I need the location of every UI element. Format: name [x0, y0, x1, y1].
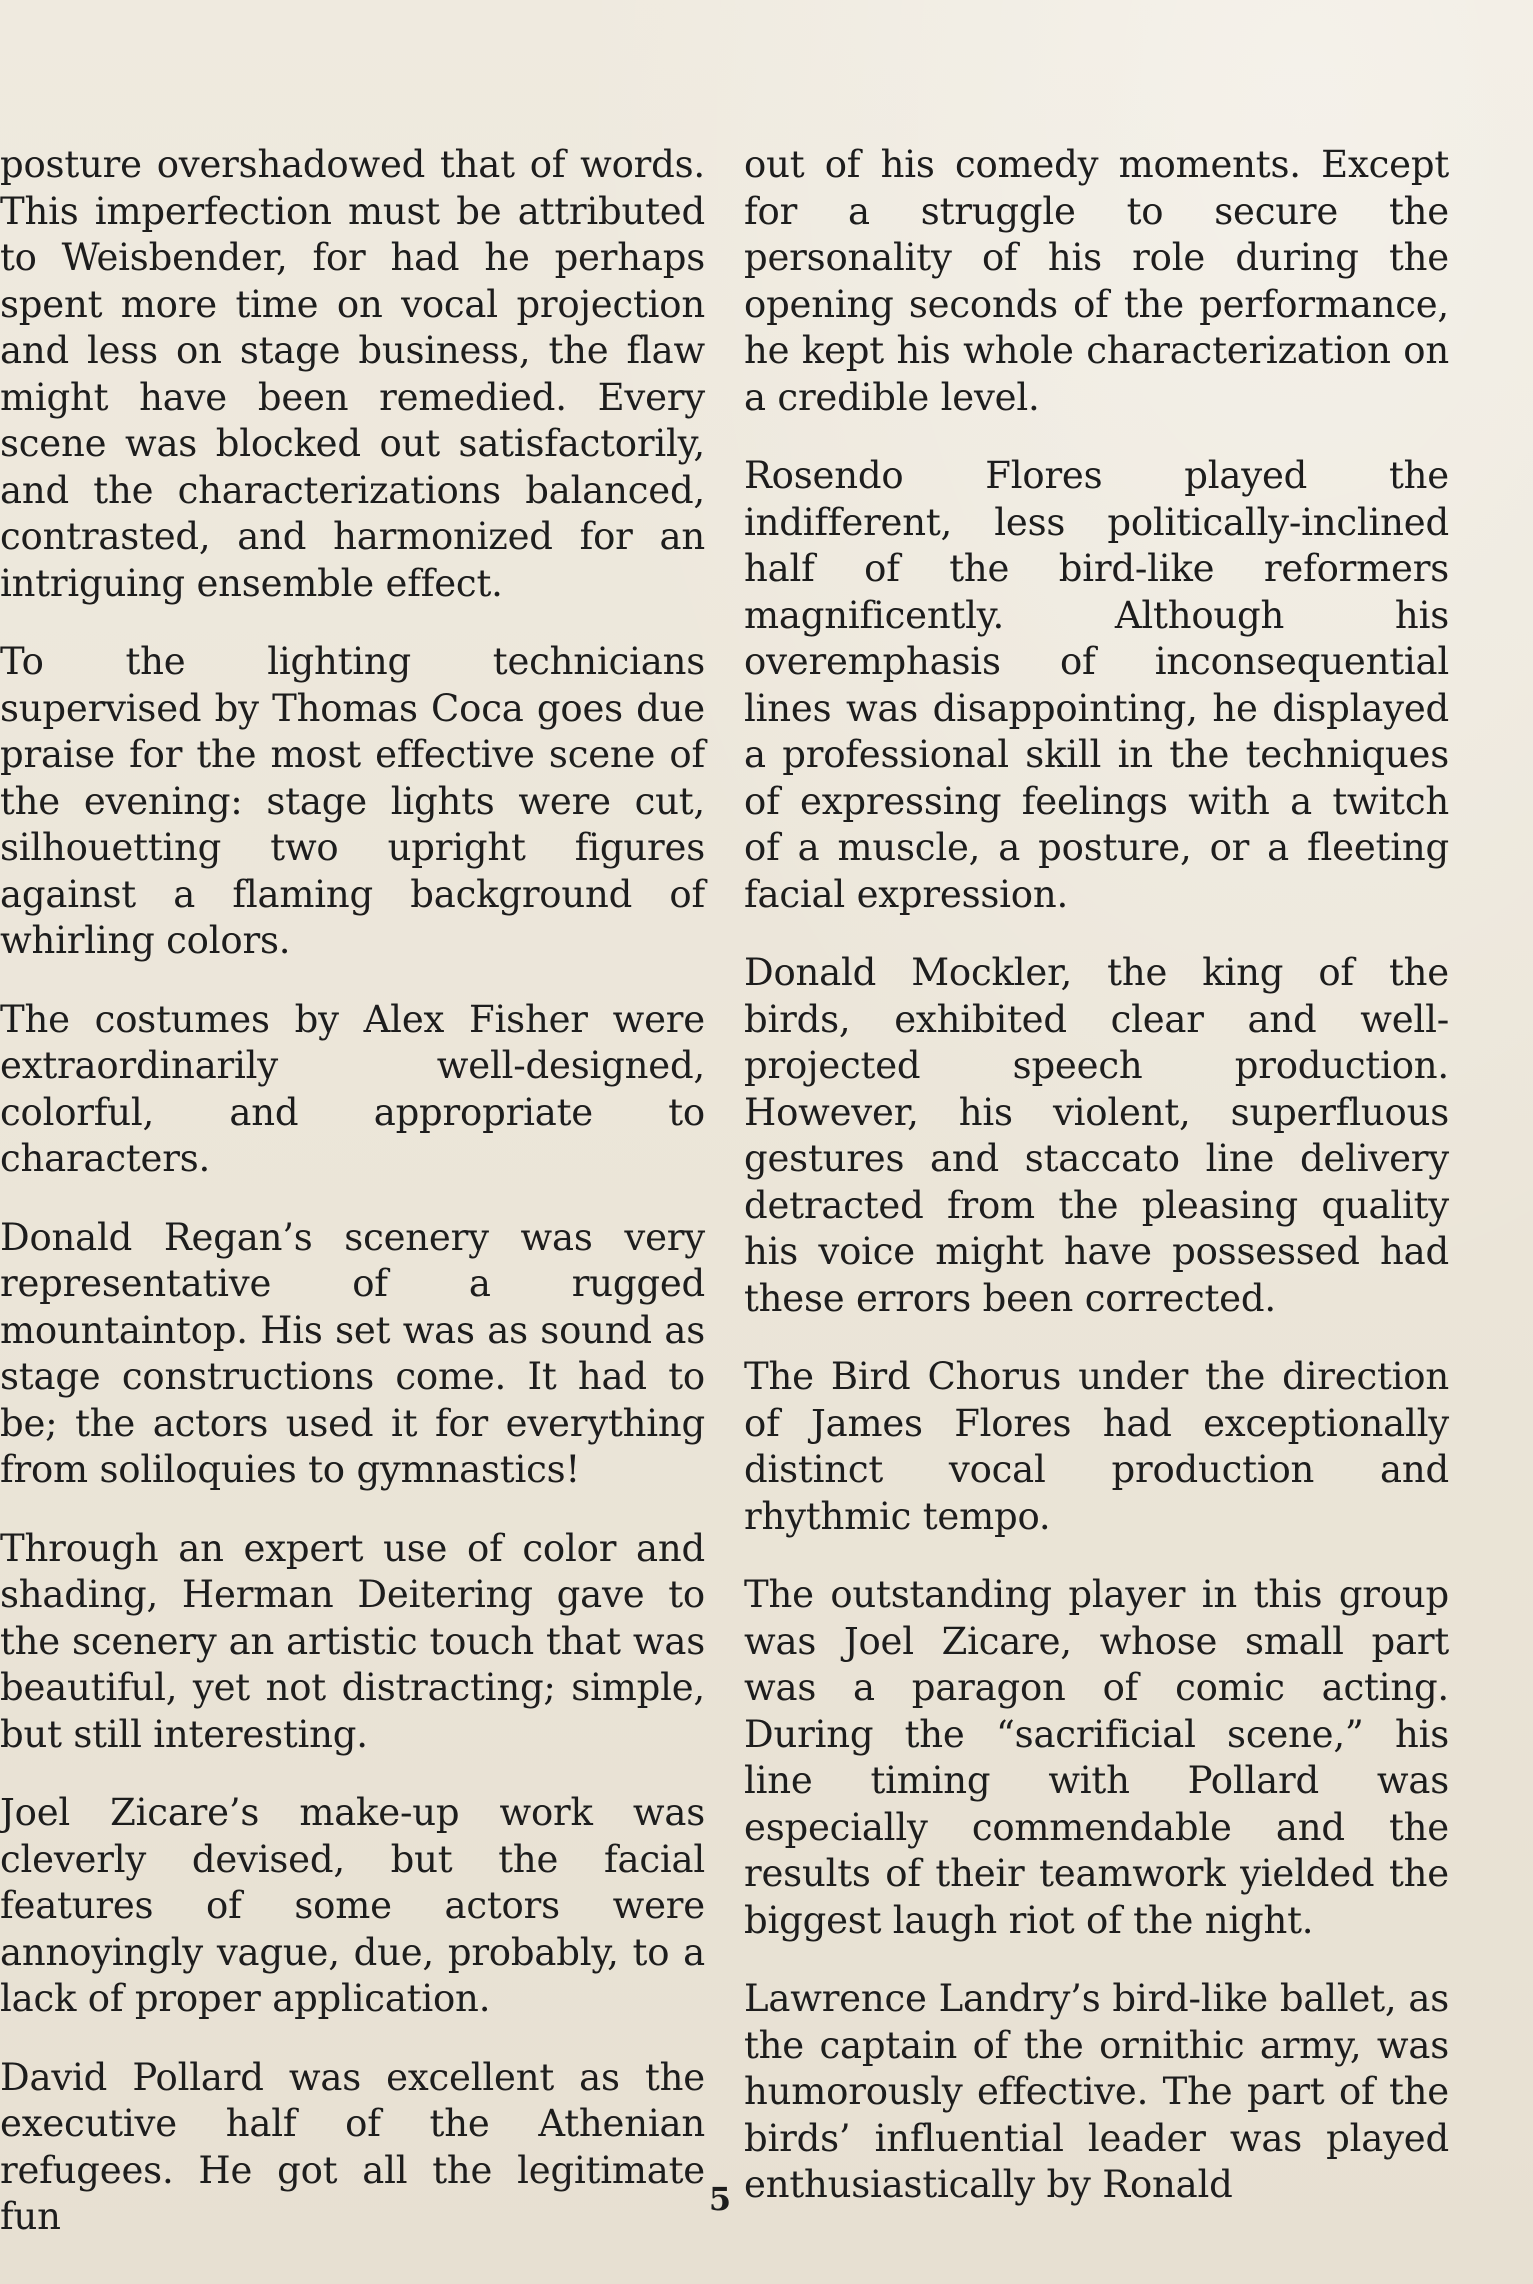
paragraph: David Pollard was excellent as the executive half of the Athenian refugees. He got all the legitimate fun [0, 2055, 705, 2238]
left-column [0, 142, 705, 2241]
paragraph: Through an expert use of color and shading, Herman Deitering gave to the scenery an artistic touch that was beautiful, yet not distracting; simple, but still interesting. [0, 1526, 705, 1756]
paragraph: Lawrence Landry’s bird-like ballet, as the captain of the ornithic army, was humorously effective. The part of the birds’ influential leader was played enthusiastically by Ronald [744, 1977, 1449, 2206]
paragraph: The costumes by Alex Fisher were extraordinarily well-designed, colorful, and appropriate to characters. [0, 997, 705, 1180]
paragraph: Donald Regan’s scenery was very representative of a rugged mountaintop. His set was as sound as stage constructions come. It had to be; the actors used it for everything from soliloquies to gymnastics! [0, 1215, 705, 1491]
paragraph: The outstanding player in this group was Joel Zicare, whose small part was a paragon of comic acting. During the “sacrificial scene,” his line timing with Pollard was especially commendable and the results of their teamwork yielded the biggest laugh riot of the night. [744, 1573, 1449, 1942]
paragraph: Joel Zicare’s make-up work was cleverly devised, but the facial features of some actors were annoyingly vague, due, probably, to a lack of proper application. [0, 1791, 705, 2020]
paragraph: out of his comedy moments. Except for a struggle to secure the personality of his role during the opening seconds of the performance, he kept his whole characterization on a credible level. [744, 143, 1449, 419]
paragraph: posture overshadowed that of words. This imperfection must be attributed to Weisbender, for had he perhaps spent more time on vocal projection and less on stage business, the flaw might have been remedied. Every scene was blocked out satisfactorily, and the characterizations balanced, contrasted, and harmonized for an intriguing ensemble effect. [0, 143, 705, 605]
paragraph: The Bird Chorus under the direction of James Flores had exceptionally distinct vocal production and rhythmic tempo. [744, 1355, 1449, 1538]
paragraph: Donald Mockler, the king of the birds, exhibited clear and well-projected speech production. However, his violent, superfluous gestures and staccato line delivery detracted from the pleasing quality his voice might have possessed had these errors been corrected. [744, 951, 1449, 1320]
paragraph: To the lighting technicians supervised by Thomas Coca goes due praise for the most effective scene of the evening: stage lights were cut, silhouetting two upright figures against a flaming background of whirling colors. [0, 640, 705, 962]
paragraph: Rosendo Flores played the indifferent, less politically-inclined half of the bird-like reformers magnificently. Although his overemphasis of inconsequential lines was disappointing, he displayed a professional skill in the techniques of expressing feelings with a twitch of a muscle, a posture, or a fleeting facial expression. [744, 454, 1449, 916]
right-column [744, 142, 1449, 2209]
page-number: 5 [708, 2180, 732, 2218]
